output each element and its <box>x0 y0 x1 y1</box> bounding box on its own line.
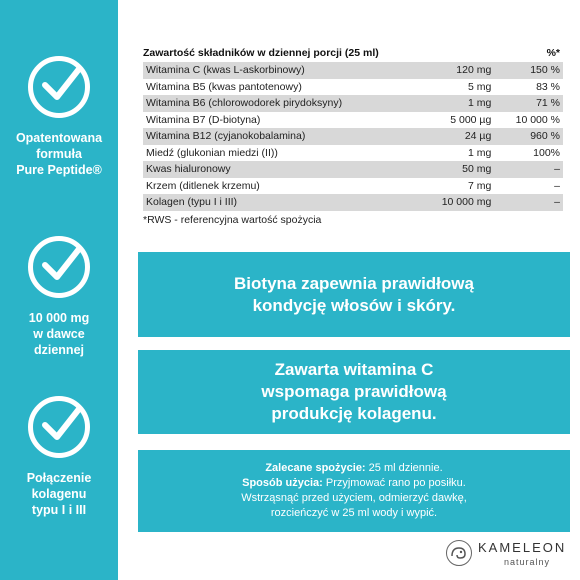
dose-label: Zalecane spożycie: <box>265 462 366 474</box>
table-header-row <box>143 44 563 62</box>
usage-instruction: Wstrząsnąć przed użyciem, odmierzyć dawkę, <box>241 492 467 504</box>
usage-line <box>241 476 467 491</box>
card-line: kondycję włosów i skóry. <box>252 295 456 315</box>
card-line: Zawarta witamina C <box>274 360 434 379</box>
ingredient-pct: 100% <box>494 145 563 162</box>
table-header-name: Zawartość składników w dziennej porcji (25 ml) <box>143 47 379 59</box>
usage-label: Sposób użycia: <box>242 477 323 489</box>
feature-dose <box>0 236 118 358</box>
chameleon-icon <box>446 540 472 566</box>
table-header-pct: %* <box>546 47 560 59</box>
feature-collagen <box>0 396 118 518</box>
ingredient-amount: 1 mg <box>418 145 494 162</box>
ingredient-name: Witamina B6 (chlorowodorek pirydoksyny) <box>143 95 418 112</box>
ingredient-amount: 5 mg <box>418 79 494 96</box>
feature-text: Połączenie kolagenu typu I i III <box>26 471 92 517</box>
ingredient-amount: 1 mg <box>418 95 494 112</box>
ingredient-amount: 5 000 µg <box>418 112 494 129</box>
dose-value: 25 ml dziennie. <box>365 462 443 474</box>
ingredient-amount: 120 mg <box>418 62 494 79</box>
dose-line <box>241 461 467 476</box>
usage-instruction: rozcieńczyć w 25 ml wody i wypić. <box>270 507 438 519</box>
card-line: Biotyna zapewnia prawidłową <box>234 273 474 293</box>
table-row <box>143 178 563 195</box>
table-row <box>143 128 563 145</box>
checkmark-icon <box>28 236 90 298</box>
checkmark-icon <box>28 396 90 458</box>
nutrition-table <box>143 44 563 226</box>
ingredient-amount: 7 mg <box>418 178 494 195</box>
usage-value: Przyjmować rano po posiłku. <box>322 477 466 489</box>
table-row <box>143 194 563 211</box>
usage-card <box>138 450 570 532</box>
vitamin-c-claim-card <box>138 350 570 434</box>
feature-patent <box>0 56 118 178</box>
table-row <box>143 161 563 178</box>
table-row <box>143 145 563 162</box>
ingredient-pct: – <box>494 194 563 211</box>
ingredient-pct: 83 % <box>494 79 563 96</box>
table-footnote: *RWS - referencyjna wartość spożycia <box>143 213 322 226</box>
ingredient-pct: 10 000 % <box>494 112 563 129</box>
ingredient-amount: 50 mg <box>418 161 494 178</box>
ingredient-pct: – <box>494 161 563 178</box>
ingredient-pct: 71 % <box>494 95 563 112</box>
biotin-claim-card <box>138 252 570 337</box>
ingredient-pct: 960 % <box>494 128 563 145</box>
brand-subtitle: naturalny <box>504 557 551 567</box>
ingredient-amount: 24 µg <box>418 128 494 145</box>
ingredient-name: Kolagen (typu I i III) <box>143 194 418 211</box>
ingredient-pct: 150 % <box>494 62 563 79</box>
feature-text: 10 000 mg w dawce dziennej <box>28 311 90 357</box>
ingredient-name: Kwas hialuronowy <box>143 161 418 178</box>
features-sidebar <box>0 0 118 580</box>
brand-name: KAMELEON <box>478 540 567 555</box>
table-row <box>143 79 563 96</box>
ingredient-name: Miedź (glukonian miedzi (II)) <box>143 145 418 162</box>
table-row <box>143 95 563 112</box>
ingredient-pct: – <box>494 178 563 195</box>
card-line: produkcję kolagenu. <box>271 404 437 423</box>
feature-text: Opatentowana formuła Pure Peptide® <box>15 131 103 177</box>
ingredient-amount: 10 000 mg <box>418 194 494 211</box>
card-line: wspomaga prawidłową <box>261 382 447 401</box>
checkmark-icon <box>28 56 90 118</box>
table-row <box>143 112 563 129</box>
brand-logo <box>446 538 576 572</box>
ingredient-name: Witamina B7 (D-biotyna) <box>143 112 418 129</box>
ingredient-name: Witamina B12 (cyjanokobalamina) <box>143 128 418 145</box>
ingredient-name: Krzem (ditlenek krzemu) <box>143 178 418 195</box>
table-row <box>143 62 563 79</box>
ingredient-name: Witamina C (kwas L-askorbinowy) <box>143 62 418 79</box>
ingredient-name: Witamina B5 (kwas pantotenowy) <box>143 79 418 96</box>
